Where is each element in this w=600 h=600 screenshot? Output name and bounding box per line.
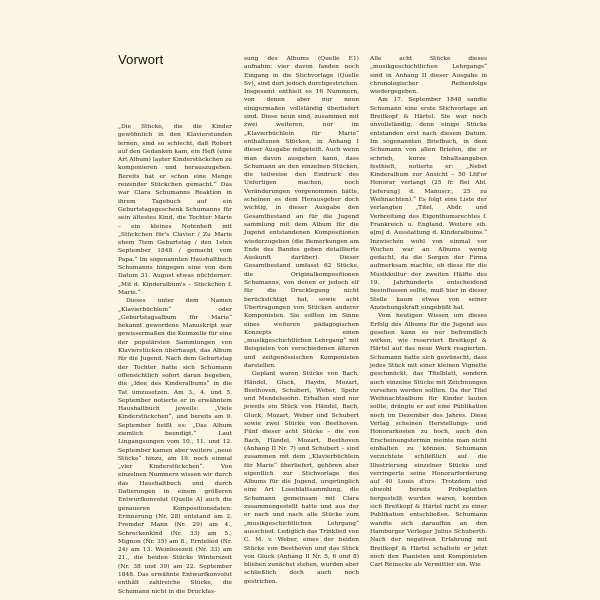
paragraph: Am 17. September 1848 sandte Schumann eine erste Stichvorlage an Breitkopf & Härtel. Sie war noch unvollständig, denn einige Stücke entstanden erst nach diesem Datum. Im sogenannten Briefbuch, in dem Schumann von allen Briefen, die er schrieb, kurze Inhaltsangaben festhielt, notierte er: „Nebst Kinderalbum zur Ansicht – 50 Lfd'or Honorar verlangt (25 fr. Bei Abl.[ieferung] d. Manuscr., 25 zu Weihnachten).“ Es folgt eine Liste der verlangten „Titel, Abdr. und Verbreitung des Eigenthumsrechtes f. Frankreich u. England. Weitere sib. a[m] d. Ausstattung d. Kinderalbums.“ Inzwischen wohl von einmal vor Wochen war an Albums wenig gedacht, da die Sorgen der Firma aufmerksam machte, ob diese für die Musikkultur der zweiten Hälfte des 19. Jahrhunderts entscheidend beeinflussen sollte, muß hier in dieser Stelle kaum etwas von seiner Anziehungskraft eingebüßt hat. — [370, 97, 487, 311]
paragraph: sung des Albums (Quelle E1) aufnahm: vier davon fanden noch Eingang in die Stichvorlage (Quelle Sv), sind dort jedoch durchgestrichen. Insgesamt enthielt es 16 Nummern, von denen aber nur neun einigermaßen vollständig überliefert sind. Diese neun sind, zusammen mit zwei weiteren, nur im „Klavierbüchlein für Marie“ enthaltenen Stücken, in Anhang I dieser Ausgabe mitgeteilt. Auch wenn man davon ausgehen kann, dass Schumann an den einzelnen Stücken, die teilweise den Eindruck des Unfertigen machen, noch Veränderungen vorgenommen hätte, scheinen es dem Herausgeber doch wichtig, in dieser Ausgabe den Gesamtbestand an für die Jugend sammlung mit dem Album für die Jugend entstandenen Kompositionen wiederzugeben (die Bemerkungen am Ende des Bandes geben detaillierte Auskunft darüber). Dieser Gesamtbestand umfasst 62 Stücke, die Originalkompositionen Schumanns, von denen er jedoch elf für die Drucklegung nicht berücksichtigt hat, sowie acht Übertragungen von Stücken anderer Komponisten. Sie sollten im Sinne eines weiteren pädagogischen Konzepts einen „musikgeschichtlichen Lehrgang“ mit Beispielen von verschiedenen älteren und zeitgenössischen Komponisten darstellen. — [244, 56, 359, 369]
paragraph: „Die Stücke, die die Kinder gewöhnlich in den Klavierstunden lernen, sind so schlecht, daß Robert auf den Gedanken kam, ein Heft (eine Art Album) lauter Kinderstückchen zu komponieren und herauszugeben. Bereits hat er schon eine Menge reizender Stückchen gemacht.“ Das war Clara Schumanns Reaktion in ihrem Tagebuch auf ein Geburtstagsgeschenk Schumanns für sein ältestes Kind, die Tochter Marie – ein kleines Notenheft mit „Stückchen für's Clavier / Zu Marie ehem 7tem Geburtstag / den 1sten September 1848 / gemacht vom Papa.“ Im sogenannten Haushaltbuch Schumanns hingegen eine von dem Datum 31. August etwas nüchterner: „Mit d. Kinderalbum's – Stückchen f. Marie.“ — [118, 124, 232, 296]
paragraph: Vom heutigen Wissen um dieses Erfolg des Albums für die Jugend aus gesehen kann es nur befremdlich wirken, wie reserviert Breitkopf & Härtel auf das neue Werk reagierten. Schumann hatte sich gewünscht, dass jedes Stück mit einer kleinen Vignette geschmückt, das Titelblatt, sondern auch einzelne Stücke mit Zeichnungen versehen werden sollten. Da der Titel Weihnachtsalbum für Kinder lauten sollte, drängte er auf eine Publikation noch im Dezember des Jahres. Diese Verlag scheinen Herstellungs- und Honorarkosten zu hoch, auch den Erscheinungstermin meinte man nicht einhalten zu können. Schumann verzichtete schließlich auf die Illustrierung einzelner Stücke und verringerte seine Honorarforderung auf 40 Louis d'ors. Trotzdem und obwohl bereits Probeplatten hergestellt wurden waren, konnten sich Breitkopf & Härtel nicht zu einer Publikation entschließen. Schumann wandte sich daraufhin an den Hamburger Verleger Julius Schuberth. Nach der negativen Erfahrung mit Breitkopf & Härtel schaltete er jetzt noch den Pianisten und Komponisten Carl Reinecke als Vermittler ein. Wie — [370, 313, 487, 569]
paragraph: Alle acht Stücke dieses „musikgeschichtlichen Lehrgangs“ sind in Anhang II dieser Ausgabe in chronologischer Reihenfolge wiedergegeben. — [370, 56, 487, 96]
text-column-3 — [370, 55, 487, 569]
paragraph: Geplant waren Stücke von Bach, Händel, Gluck, Haydn, Mozart, Beethoven, Schubert, Weber, Spohr und Mendelssohn. Erhalten sind nur jeweils ein Stück von Händel, Bach, Gluck, Mozart, Weber und Schubert sowie zwei Stücke von Beethoven. Fünf dieser acht Stücke – die von Bach, Händel, Mozart, Beethoven (Anhang II Nr. 7) und Schubert – sind zusammen mit dem „Klavierbüchlein für Marie“ überliefert, gehören aber eigentlich zur Stichvorlage des Albums für die Jugend, ursprünglich eine Art Loseblattsammlung, die Schumann gemeinsam mit Clara zusammengestellt hatte und aus der er nach und nach alle Stücke zum „musikgeschichtlichen Lehrgang“ ausschied. Lediglich das Trinklied von C. M. v. Weber, eines der beiden Stücke von Beethoven und das Stück von Gluck (Anhang II Nr. 5, 6 und 8) blieben zunächst stehen, wurden aber schließlich doch auch noch gestrichen. — [244, 371, 359, 585]
paragraph: Dieses unter dem Namen „Klavierbüchlein“ oder „Geburtstagsalbum für Marie“ bekannt gewordene Manuskript war gewissermaßen die Keimzelle für eine der populärsten Sammlungen von Klavierstücken überhaupt, das Album für die Jugend. Nach dem Geburtstag der Tochter hatte sich Schumann offensichtlich sofort daran begeben, die „Idee des Kinderalbums“ in die Tat umzusetzen. Am 3., 4. und 5. September notierte er in erwähntem Haushaltbuch jeweils: „Viele Kinderstückchen“, und bereits am 9. September heißt es: „Das Album ziemlich beendigt.“ Laut Lingangsungen vom 10., 11. und 12. September kamen aber weitere „neue Stücke“ hinzu, am 19. noch einmal „vier Kinderstückchen“. Von einzelnen Nummern wissen wir durch das Haushaltbuch und durch Datierungen in einem größeren Entwurfkonvolut (Quelle A) auch die genaueren Kompositionsdaten: Erinnerung (Nr. 28) entstand am 2. Fremder Mann (Nr. 29) am 4., Schreckenkind (Nr. 33) am 5., Mignon (Nr. 35) am 8., Erntelied (Nr. 24) am 13. Weinlesezeit (Nr. 33) am 21., die beiden Stücke Winterszeit (Nr. 38 und 39) am 22. September 1848. Das erwähnte Entwurfkonvolut enthält zahlreiche Stücke, die Schumann nicht in die Druckfas- — [118, 298, 233, 595]
text-column-2 — [244, 55, 359, 585]
page-heading: Vorwort — [118, 52, 164, 67]
text-column-1 — [118, 123, 232, 593]
